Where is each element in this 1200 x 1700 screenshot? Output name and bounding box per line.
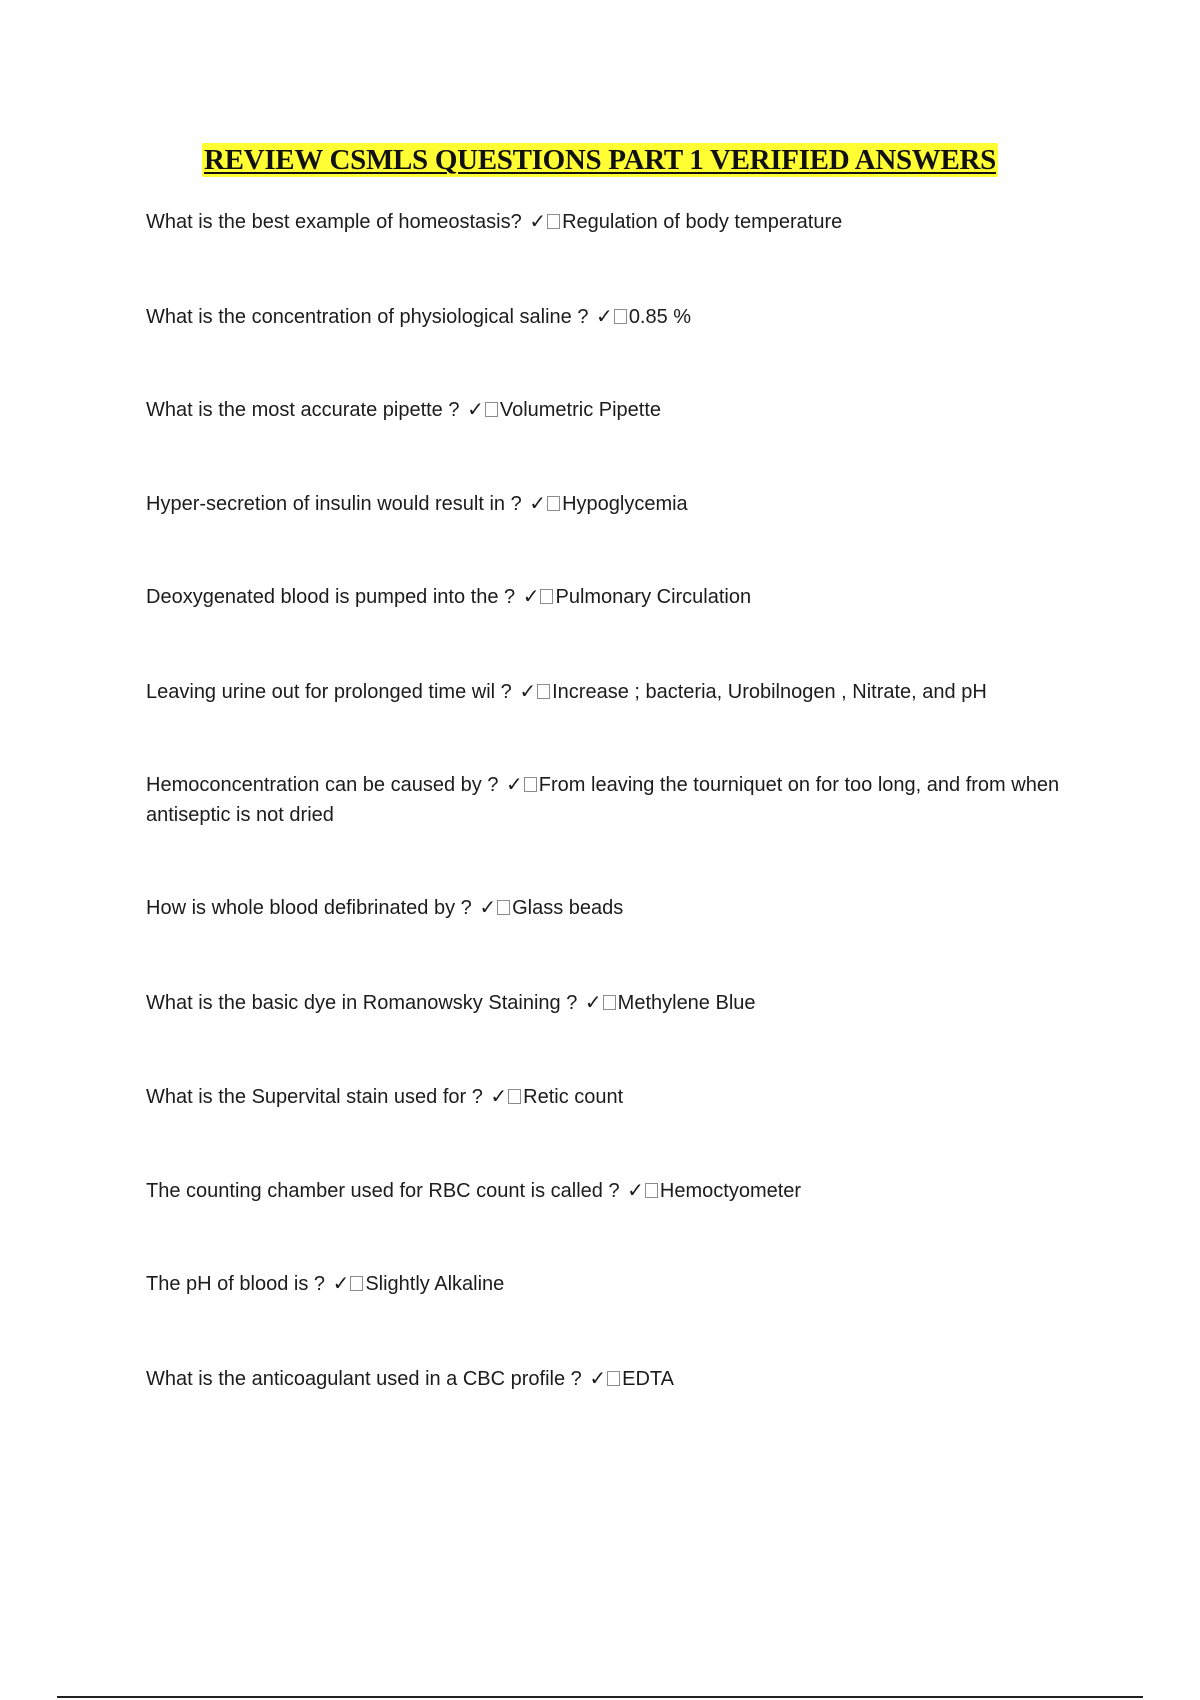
qa-item (146, 1268, 1096, 1299)
question-text: Leaving urine out for prolonged time wil ? (146, 681, 512, 703)
question-text: What is the anticoagulant used in a CBC profile ? (146, 1368, 582, 1390)
checkmark-icon: ✓ (479, 895, 497, 919)
checkmark-icon: ✓ (332, 1271, 350, 1295)
answer-text: Increase ; bacteria, Urobilnogen , Nitrate, and pH (552, 681, 987, 703)
checkmark-icon: ✓ (584, 990, 602, 1014)
empty-box-icon (350, 1276, 363, 1291)
empty-box-icon (614, 309, 627, 324)
checkmark-icon: ✓ (519, 679, 537, 703)
question-text: Hyper-secretion of insulin would result in ? (146, 493, 522, 515)
empty-box-icon (508, 1089, 521, 1104)
checkmark-icon: ✓ (506, 772, 523, 796)
question-text: What is the concentration of physiological saline ? (146, 306, 589, 328)
checkmark-icon: ✓ (596, 304, 613, 328)
qa-item (146, 676, 1096, 707)
answer-text: Pulmonary Circulation (555, 586, 752, 608)
answer-text: EDTA (622, 1368, 674, 1390)
empty-box-icon (645, 1183, 658, 1198)
answer-text: Hypoglycemia (562, 493, 688, 515)
checkmark-icon: ✓ (529, 209, 547, 233)
checkmark-icon: ✓ (589, 1366, 607, 1390)
answer-text: Methylene Blue (617, 992, 756, 1014)
answer-text: Volumetric Pipette (499, 399, 662, 421)
answer-text: Retic count (523, 1086, 624, 1108)
checkmark-icon: ✓ (627, 1178, 644, 1202)
answer-text: Hemoctyometer (659, 1180, 802, 1202)
answer-text: Glass beads (512, 897, 624, 919)
checkmark-icon: ✓ (522, 584, 540, 608)
question-text: How is whole blood defibrinated by ? (146, 897, 472, 919)
qa-item (146, 1175, 1096, 1206)
question-text: What is the basic dye in Romanowsky Staining ? (146, 992, 578, 1014)
empty-box-icon (607, 1371, 620, 1386)
qa-item (146, 301, 1096, 332)
question-text: What is the best example of homeostasis? (146, 211, 522, 233)
empty-box-icon (547, 214, 560, 229)
answer-text: Regulation of body temperature (562, 211, 843, 233)
empty-box-icon (540, 589, 553, 604)
answer-text: From leaving the tourniquet on for too long, and from when antiseptic is not dried (146, 774, 1060, 826)
footer-divider (57, 1696, 1143, 1698)
empty-box-icon (537, 684, 550, 699)
question-text: What is the most accurate pipette ? (146, 399, 460, 421)
checkmark-icon: ✓ (490, 1084, 508, 1108)
qa-item (146, 488, 1096, 519)
qa-item (146, 394, 1096, 425)
checkmark-icon: ✓ (529, 491, 547, 515)
qa-item (146, 1363, 1096, 1394)
empty-box-icon (603, 995, 616, 1010)
empty-box-icon (547, 496, 560, 511)
qa-item (146, 769, 1096, 830)
qa-item (146, 581, 1096, 612)
title-container (0, 143, 1200, 177)
answer-text: Slightly Alkaline (365, 1273, 505, 1295)
answer-text: 0.85 % (628, 306, 692, 328)
document-title: REVIEW CSMLS QUESTIONS PART 1 VERIFIED ANSWERS (203, 144, 997, 176)
question-text: The pH of blood is ? (146, 1273, 325, 1295)
qa-item (146, 206, 1096, 237)
qa-item (146, 987, 1096, 1018)
question-text: The counting chamber used for RBC count is called ? (146, 1180, 620, 1202)
question-text: Hemoconcentration can be caused by ? (146, 774, 499, 796)
empty-box-icon (485, 402, 498, 417)
qa-item (146, 1081, 1096, 1112)
empty-box-icon (524, 777, 537, 792)
qa-item (146, 892, 1096, 923)
checkmark-icon: ✓ (467, 397, 484, 421)
question-text: What is the Supervital stain used for ? (146, 1086, 483, 1108)
empty-box-icon (497, 900, 510, 915)
question-text: Deoxygenated blood is pumped into the ? (146, 586, 516, 608)
